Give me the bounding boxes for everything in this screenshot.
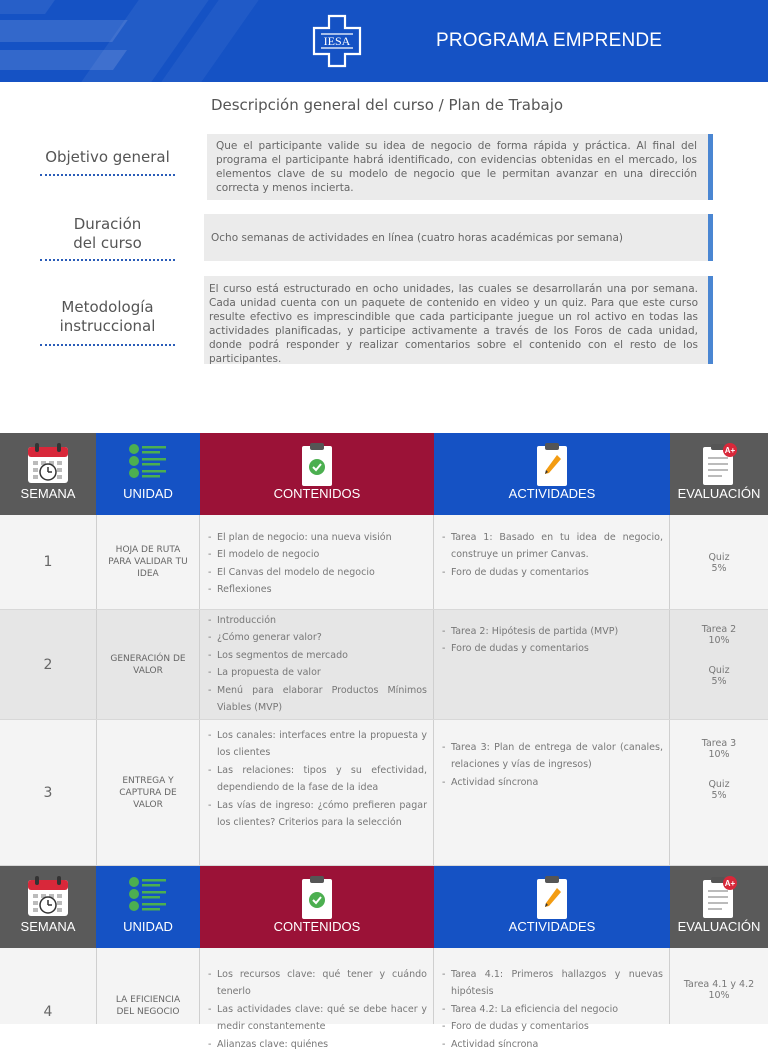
week-number: 3	[0, 720, 97, 865]
col-contenidos: CONTENIDOS	[200, 866, 434, 948]
evaluation: Quiz 5%	[708, 552, 730, 574]
brand-title: PROGRAMA EMPRENDE	[436, 30, 663, 51]
unit-name: GENERACIÓN DE VALOR	[97, 610, 200, 719]
col-unidad: UNIDAD	[96, 433, 200, 515]
evaluation: Tarea 3 10% Quiz 5%	[701, 738, 737, 801]
activities-list: - Tarea 1: Basado en tu idea de negocio, construye un primer Canvas. - Foro de dudas y comentarios	[434, 515, 670, 609]
evaluation: Tarea 4.1 y 4.2 10%	[683, 979, 755, 1001]
table-row	[0, 610, 768, 720]
logo-text: IESA	[323, 34, 351, 48]
svg-text:A+: A+	[724, 879, 736, 888]
calendar-icon	[26, 441, 70, 485]
clipboard-pencil-icon	[535, 441, 569, 487]
graded-paper-icon	[699, 874, 739, 920]
contents-list: - Los canales: interfaces entre la propuesta y los clientes - Las relaciones: tipos y su efectividad, dependiendo de la fase de la idea - Las vías de ingreso: ¿cómo prefieren pagar los clientes? Criterios para la selección	[200, 720, 434, 865]
table-row	[0, 720, 768, 866]
col-unidad: UNIDAD	[96, 866, 200, 948]
clipboard-pencil-icon	[535, 874, 569, 920]
objetivo-text: Que el participante valide su idea de negocio de forma rápida y práctica. Al final del programa el participante habrá identificado, con evidencias obtenidas en el mercado, los elementos clave de su modelo de negocio que le permitan avanzar en una dirección correcta y menos incierta.	[207, 134, 713, 200]
week-number: 4	[0, 948, 97, 1024]
unit-name: HOJA DE RUTA PARA VALIDAR TU IDEA	[97, 515, 200, 609]
duracion-text: Ocho semanas de actividades en línea (cuatro horas académicas por semana)	[204, 214, 713, 261]
table-row	[0, 515, 768, 610]
activities-list: - Tarea 3: Plan de entrega de valor (canales, relaciones y vías de ingresos) - Actividad síncrona	[434, 720, 670, 865]
col-evaluacion: A+ EVALUACIÓN	[670, 866, 768, 948]
metodologia-text: El curso está estructurado en ocho unidades, las cuales se desarrollarán una por semana. Cada unidad cuenta con un paquete de contenido en video y un quiz. Para que este curso resulte efectivo es imprescindible que cada participante juegue un rol activo en todas las actividades planificadas, y participe activamente a través de los Foros de cada unidad, donde podrá responder y realizar comentarios sobre el contenido con el resto de los participantes.	[204, 276, 713, 364]
list-icon	[128, 874, 168, 918]
contents-list: - Los recursos clave: qué tener y cuándo tenerlo - Las actividades clave: qué se debe hacer y medir constantemente - Alianzas clave: quiénes	[200, 948, 434, 1024]
contents-list: - El plan de negocio: una nueva visión - El modelo de negocio - El Canvas del modelo de negocio - Reflexiones	[200, 515, 434, 609]
metodologia-label: Metodología instruccional	[40, 298, 175, 346]
activities-list: - Tarea 2: Hipótesis de partida (MVP) - Foro de dudas y comentarios	[434, 610, 670, 719]
col-contenidos: CONTENIDOS	[200, 433, 434, 515]
doc-title: Descripción general del curso / Plan de Trabajo	[210, 96, 564, 114]
objetivo-label: Objetivo general	[40, 147, 175, 176]
table-header	[0, 866, 768, 948]
week-number: 2	[0, 610, 97, 719]
clipboard-check-icon	[300, 441, 334, 487]
svg-text:A+: A+	[724, 446, 736, 455]
evaluation: Tarea 2 10% Quiz 5%	[701, 624, 737, 687]
unit-name: LA EFICIENCIA DEL NEGOCIO	[97, 948, 200, 1024]
activities-list: - Tarea 4.1: Primeros hallazgos y nuevas hipótesis - Tarea 4.2: La eficiencia del negocio - Foro de dudas y comentarios - Actividad síncrona	[434, 948, 670, 1024]
table-row	[0, 948, 768, 1050]
header-banner	[0, 0, 768, 82]
col-actividades: ACTIVIDADES	[434, 866, 670, 948]
week-number: 1	[0, 515, 97, 609]
col-semana: SEMANA	[0, 433, 96, 515]
col-semana: SEMANA	[0, 866, 96, 948]
col-actividades: ACTIVIDADES	[434, 433, 670, 515]
iesa-logo	[312, 14, 362, 68]
table-header	[0, 433, 768, 515]
unit-name: ENTREGA Y CAPTURA DE VALOR	[97, 720, 200, 865]
clipboard-check-icon	[300, 874, 334, 920]
list-icon	[128, 441, 168, 485]
contents-list: - Introducción - ¿Cómo generar valor? - Los segmentos de mercado - La propuesta de valor - Menú para elaborar Productos Mínimos Viables (MVP)	[200, 610, 434, 719]
calendar-icon	[26, 874, 70, 918]
graded-paper-icon	[699, 441, 739, 487]
col-evaluacion: A+ EVALUACIÓN	[670, 433, 768, 515]
duracion-label: Duración del curso	[40, 215, 175, 261]
